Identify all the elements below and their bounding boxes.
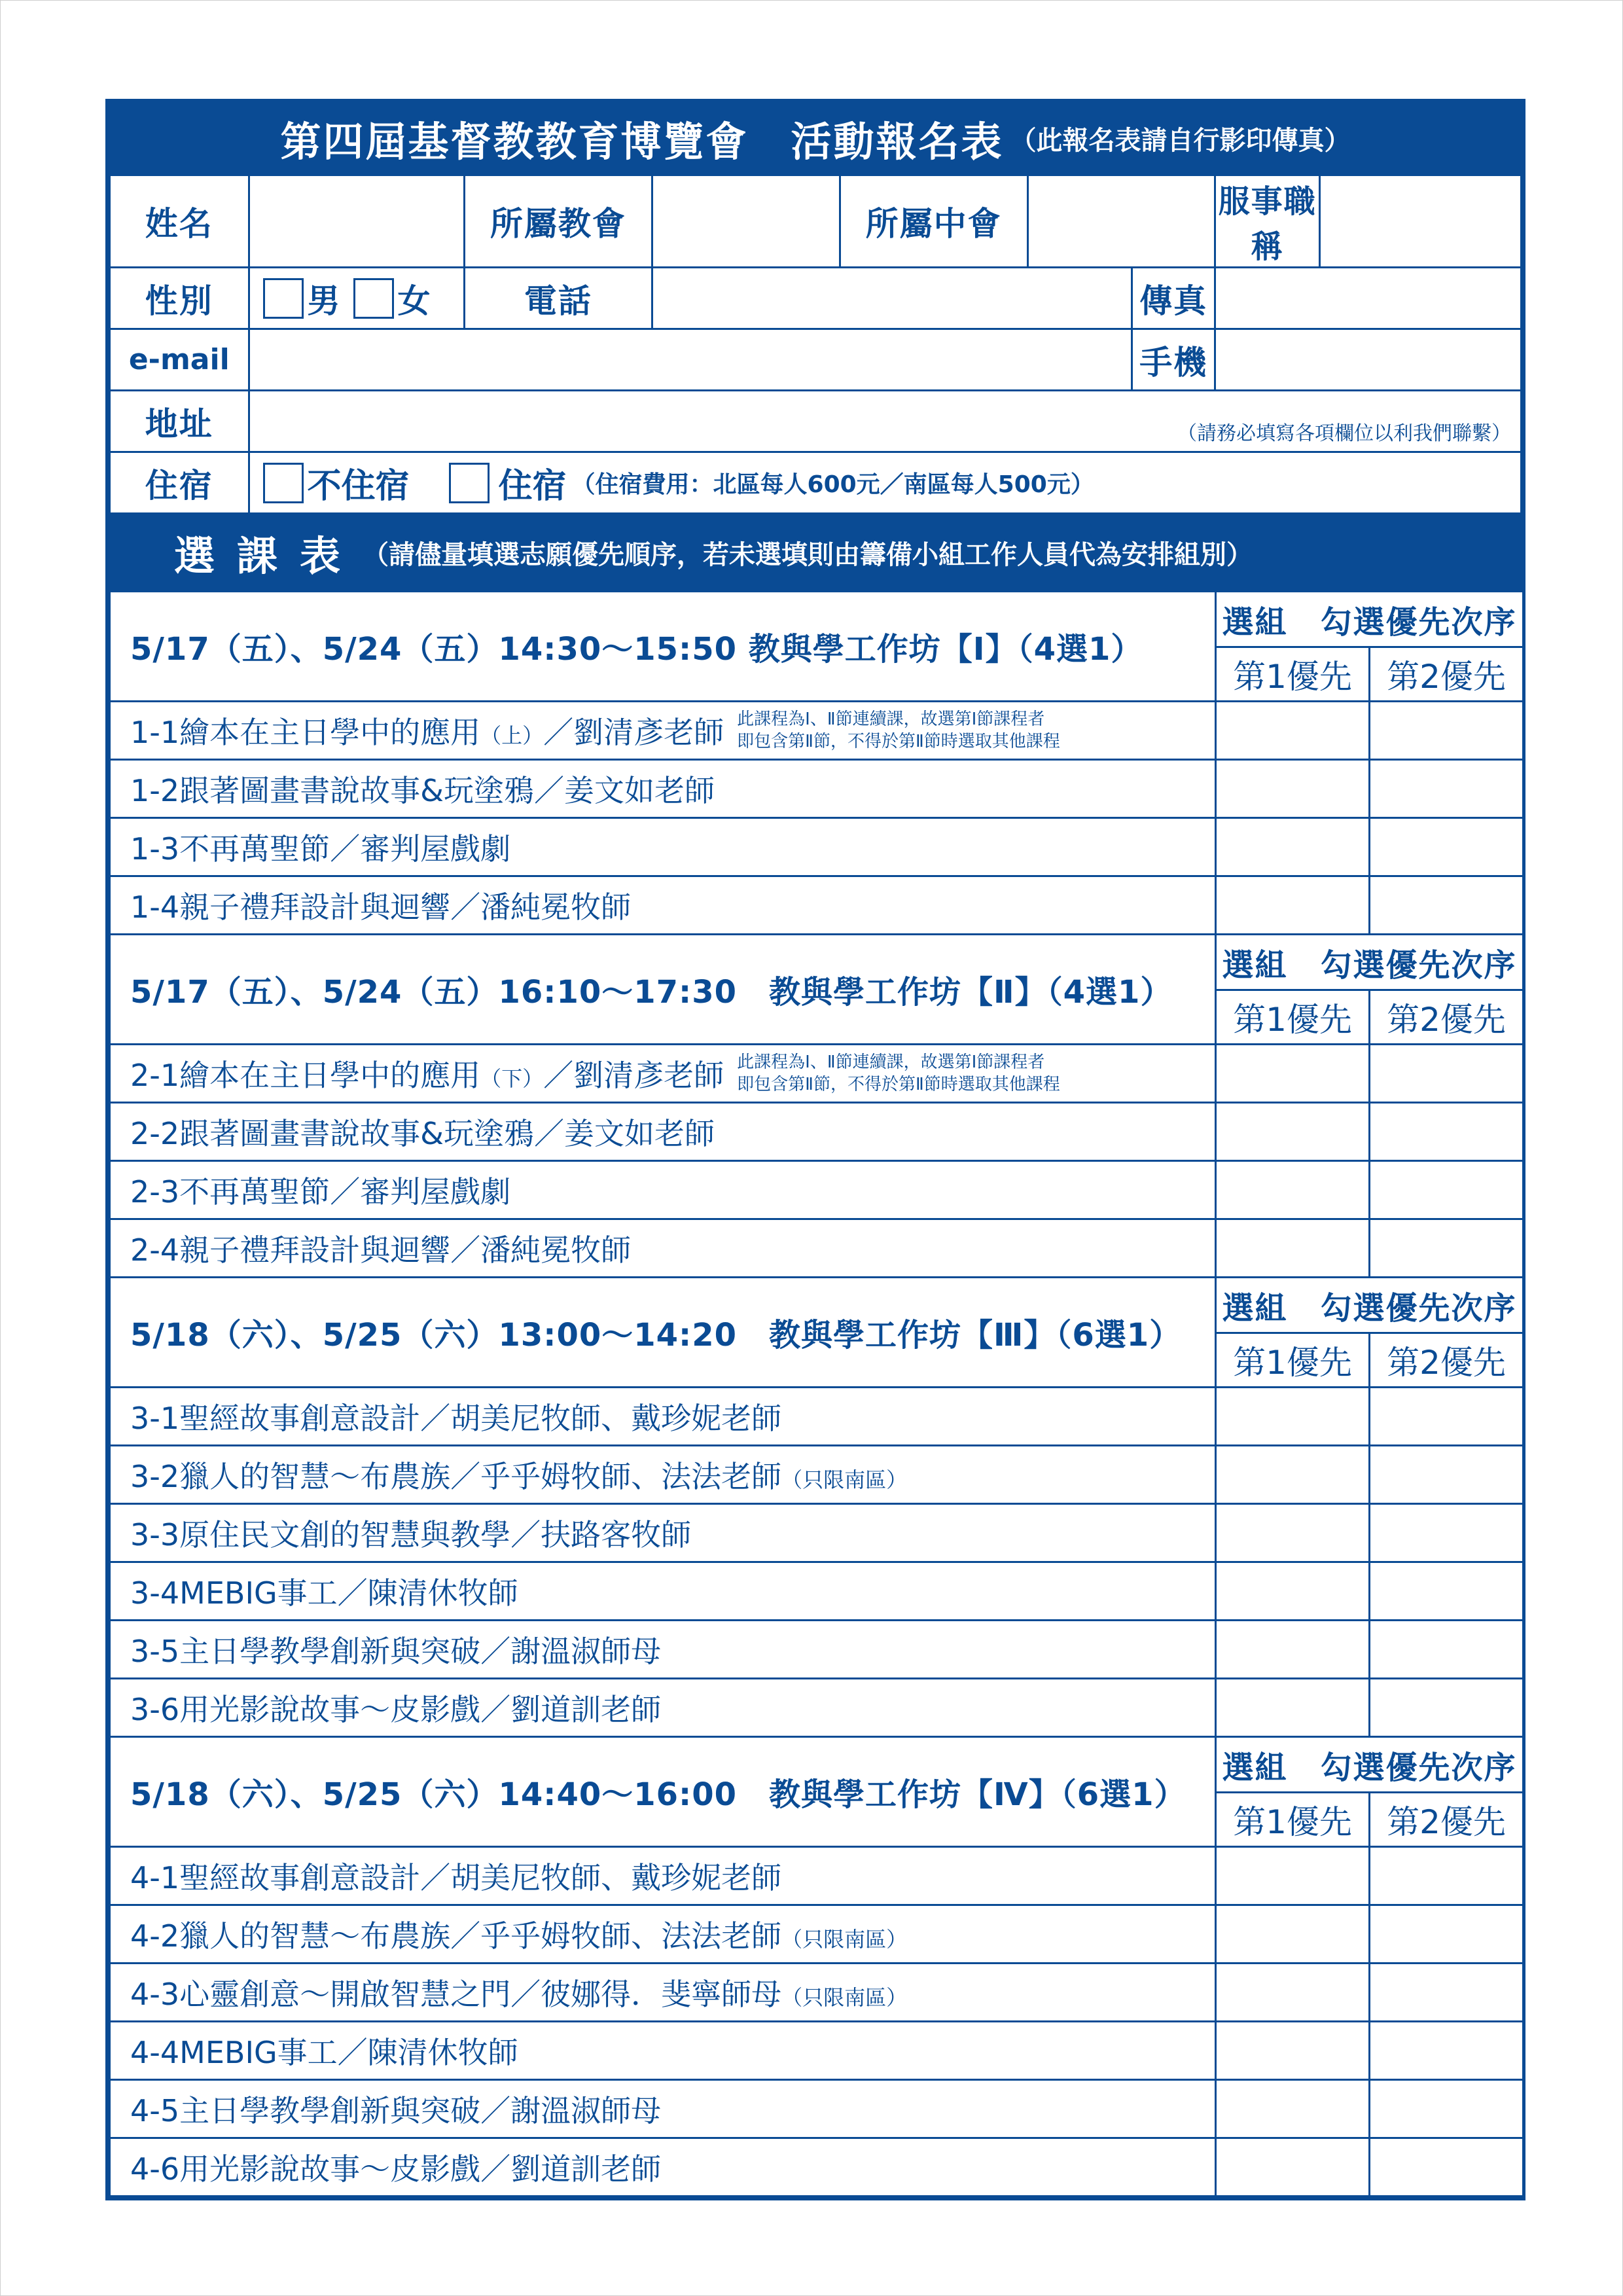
course-title — [130, 1511, 691, 1554]
second-priority-cell[interactable] — [1370, 1562, 1524, 1621]
course-name: 1-4親子禮拜設計與迴響／潘純冕牧師 — [130, 889, 632, 925]
first-priority-cell[interactable] — [1216, 2080, 1370, 2138]
course-row — [110, 1964, 1524, 2022]
second-priority-cell[interactable] — [1370, 1964, 1524, 2022]
first-priority-cell[interactable] — [1216, 1847, 1370, 1905]
fax-label: 傳真 — [1132, 268, 1215, 329]
course-cell — [110, 1103, 1216, 1161]
second-priority-cell[interactable] — [1370, 1446, 1524, 1504]
second-priority-cell[interactable] — [1370, 1847, 1524, 1905]
course-row — [110, 1847, 1524, 1905]
course-row — [110, 2022, 1524, 2080]
email-field[interactable] — [249, 329, 1132, 391]
phone-label: 電話 — [464, 268, 652, 329]
schedule-banner — [109, 514, 1522, 590]
course-qualifier: （只限南區） — [781, 1927, 908, 1952]
male-label: 男 — [307, 281, 340, 320]
course-title — [130, 1854, 781, 1897]
fax-field[interactable] — [1215, 268, 1522, 329]
name-field[interactable] — [249, 175, 464, 268]
first-priority-label: 第1優先 — [1216, 1793, 1370, 1847]
continuous-course-note — [737, 1051, 1060, 1096]
course-title — [130, 825, 510, 869]
course-title — [130, 767, 715, 810]
course-row — [110, 1161, 1524, 1219]
first-priority-cell[interactable] — [1216, 876, 1370, 935]
course-cell — [110, 1045, 1216, 1103]
course-title — [130, 2029, 518, 2072]
course-row — [110, 1103, 1524, 1161]
second-priority-cell[interactable] — [1370, 1504, 1524, 1562]
course-name: 4-4MEBIG事工／陳清休牧師 — [130, 2035, 518, 2070]
course-row — [110, 1446, 1524, 1504]
gender-options — [249, 268, 464, 329]
second-priority-cell[interactable] — [1370, 1045, 1524, 1103]
course-cell — [110, 1621, 1216, 1679]
second-priority-cell[interactable] — [1370, 2022, 1524, 2080]
first-priority-cell[interactable] — [1216, 1504, 1370, 1562]
course-title — [130, 1052, 724, 1095]
session-header-row — [110, 592, 1524, 647]
first-priority-cell[interactable] — [1216, 1388, 1370, 1446]
continuous-note-line1: 此課程為Ⅰ、Ⅱ節連續課，故選第Ⅰ節課程者 — [737, 709, 1045, 729]
second-priority-cell[interactable] — [1370, 1161, 1524, 1219]
course-table — [109, 590, 1524, 2197]
church-field[interactable] — [652, 175, 840, 268]
course-row — [110, 1504, 1524, 1562]
course-cell — [110, 760, 1216, 818]
first-priority-cell[interactable] — [1216, 702, 1370, 760]
course-qualifier: （上） — [480, 723, 544, 748]
course-cell — [110, 1679, 1216, 1737]
lodging-option-label: 住宿 — [498, 467, 567, 506]
course-qualifier: （只限南區） — [781, 1467, 908, 1492]
session-header-row — [110, 1737, 1524, 1793]
course-cell — [110, 1388, 1216, 1446]
first-priority-cell[interactable] — [1216, 2138, 1370, 2197]
session-header-row — [110, 935, 1524, 990]
course-row — [110, 760, 1524, 818]
course-cell — [110, 1964, 1216, 2022]
course-row — [110, 1679, 1524, 1737]
second-priority-label: 第2優先 — [1370, 1793, 1524, 1847]
session-header: 5/18（六）、5/25（六）14:40～16:00 教與學工作坊【Ⅳ】（6選1） — [110, 1737, 1216, 1847]
lodging-fee-note: （住宿費用：北區每人600元／南區每人500元） — [571, 471, 1094, 498]
church-label: 所屬教會 — [464, 175, 652, 268]
second-priority-label: 第2優先 — [1370, 990, 1524, 1045]
second-priority-cell[interactable] — [1370, 702, 1524, 760]
course-name: 3-2獵人的智慧～布農族／乎乎姆牧師、法法老師 — [130, 1459, 782, 1494]
session-header: 5/18（六）、5/25（六）13:00～14:20 教與學工作坊【Ⅲ】（6選1） — [110, 1278, 1216, 1388]
first-priority-cell[interactable] — [1216, 1446, 1370, 1504]
continuous-note-line2: 即包含第Ⅱ節，不得於第Ⅱ節時選取其他課程 — [737, 732, 1060, 751]
second-priority-cell[interactable] — [1370, 760, 1524, 818]
course-row — [110, 1388, 1524, 1446]
first-priority-cell[interactable] — [1216, 1045, 1370, 1103]
continuous-note-line2: 即包含第Ⅱ節，不得於第Ⅱ節時選取其他課程 — [737, 1075, 1060, 1094]
course-cell — [110, 1161, 1216, 1219]
course-cell — [110, 1562, 1216, 1621]
course-row — [110, 1905, 1524, 1964]
priority-group-header: 選組 勾選優先次序 — [1216, 1737, 1524, 1793]
course-title — [130, 1570, 518, 1613]
course-name: 4-5主日學教學創新與突破／謝溫淑師母 — [130, 2093, 662, 2128]
first-priority-cell[interactable] — [1216, 1679, 1370, 1737]
second-priority-cell[interactable] — [1370, 818, 1524, 876]
course-title — [130, 2145, 661, 2189]
course-name: 4-3心靈創意～開啟智慧之門／彼娜得．斐寧師母 — [130, 1977, 782, 2012]
lodging-options — [249, 452, 1522, 514]
schedule-note: （請儘量填選志願優先順序，若未選填則由籌備小組工作人員代為安排組別） — [363, 539, 1253, 570]
second-priority-cell[interactable] — [1370, 2080, 1524, 2138]
course-name: 1-2跟著圖畫書說故事&玩塗鴉／姜文如老師 — [130, 773, 715, 808]
course-title — [130, 1227, 631, 1270]
course-title — [130, 1971, 907, 2014]
course-cell — [110, 1847, 1216, 1905]
continuous-course-note — [737, 708, 1060, 753]
course-title — [130, 1110, 715, 1153]
course-cell — [110, 2080, 1216, 2138]
course-title — [130, 1686, 661, 1729]
course-cell — [110, 1446, 1216, 1504]
course-qualifier: （下） — [480, 1066, 544, 1091]
first-priority-label: 第1優先 — [1216, 1333, 1370, 1388]
form-title-note: （此報名表請自行影印傳真） — [1010, 125, 1351, 156]
second-priority-label: 第2優先 — [1370, 1333, 1524, 1388]
priority-group-header: 選組 勾選優先次序 — [1216, 935, 1524, 990]
association-label: 所屬中會 — [840, 175, 1027, 268]
priority-group-header: 選組 勾選優先次序 — [1216, 1278, 1524, 1333]
lodging-checkbox[interactable] — [449, 463, 490, 503]
course-name: 3-4MEBIG事工／陳清休牧師 — [130, 1575, 518, 1611]
first-priority-cell[interactable] — [1216, 1562, 1370, 1621]
ministry-title-label: 服事職稱 — [1215, 175, 1319, 268]
course-name: 4-6用光影說故事～皮影戲／劉道訓老師 — [130, 2151, 662, 2187]
first-priority-cell[interactable] — [1216, 1905, 1370, 1964]
course-row — [110, 702, 1524, 760]
first-priority-label: 第1優先 — [1216, 647, 1370, 702]
first-priority-cell[interactable] — [1216, 1219, 1370, 1278]
course-title — [130, 1628, 661, 1671]
course-title — [130, 1453, 907, 1496]
course-name: 2-4親子禮拜設計與迴響／潘純冕牧師 — [130, 1232, 632, 1268]
session-header: 5/17（五）、5/24（五）16:10～17:30 教與學工作坊【Ⅱ】（4選1） — [110, 935, 1216, 1045]
gender-label: 性別 — [110, 268, 249, 329]
course-teacher: ／劉清彥老師 — [543, 715, 724, 750]
name-label: 姓名 — [110, 175, 249, 268]
first-priority-label: 第1優先 — [1216, 990, 1370, 1045]
mobile-field[interactable] — [1215, 329, 1522, 391]
association-field[interactable] — [1027, 175, 1215, 268]
course-title — [130, 1395, 781, 1438]
course-row — [110, 2080, 1524, 2138]
course-row — [110, 818, 1524, 876]
schedule-title: 選課表 — [174, 531, 363, 580]
course-cell — [110, 702, 1216, 760]
course-qualifier: （只限南區） — [781, 1985, 908, 2010]
course-cell — [110, 1219, 1216, 1278]
course-cell — [110, 1504, 1216, 1562]
form-title: 第四屆基督教教育博覽會 活動報名表 — [280, 117, 1004, 166]
course-cell — [110, 1905, 1216, 1964]
female-checkbox[interactable] — [353, 278, 394, 319]
form-title-banner — [109, 102, 1522, 174]
second-priority-cell[interactable] — [1370, 2138, 1524, 2197]
registration-form — [105, 99, 1525, 2200]
course-row — [110, 876, 1524, 935]
course-row — [110, 1621, 1524, 1679]
second-priority-cell[interactable] — [1370, 1388, 1524, 1446]
first-priority-cell[interactable] — [1216, 818, 1370, 876]
course-title — [130, 1168, 510, 1211]
second-priority-cell[interactable] — [1370, 1679, 1524, 1737]
mobile-label: 手機 — [1132, 329, 1215, 391]
address-label: 地址 — [110, 391, 249, 452]
course-name: 3-6用光影說故事～皮影戲／劉道訓老師 — [130, 1692, 662, 1727]
personal-info-table — [109, 174, 1522, 514]
course-teacher: ／劉清彥老師 — [543, 1058, 724, 1093]
address-field[interactable] — [249, 391, 1522, 452]
course-name: 3-3原住民文創的智慧與教學／扶路客牧師 — [130, 1517, 692, 1552]
course-title — [130, 884, 631, 927]
course-title — [130, 709, 724, 752]
session-header-row — [110, 1278, 1524, 1333]
ministry-title-field[interactable] — [1319, 175, 1521, 268]
course-row — [110, 1562, 1524, 1621]
priority-group-header: 選組 勾選優先次序 — [1216, 592, 1524, 647]
first-priority-cell[interactable] — [1216, 1964, 1370, 2022]
course-cell — [110, 2022, 1216, 2080]
continuous-note-line1: 此課程為Ⅰ、Ⅱ節連續課，故選第Ⅰ節課程者 — [737, 1052, 1045, 1072]
course-name: 3-1聖經故事創意設計／胡美尼牧師、戴珍妮老師 — [130, 1401, 782, 1436]
course-cell — [110, 818, 1216, 876]
second-priority-cell[interactable] — [1370, 876, 1524, 935]
phone-field[interactable] — [652, 268, 1132, 329]
first-priority-cell[interactable] — [1216, 2022, 1370, 2080]
course-row — [110, 1219, 1524, 1278]
first-priority-cell[interactable] — [1216, 760, 1370, 818]
no-lodging-checkbox[interactable] — [263, 463, 304, 503]
address-note: （請務必填寫各項欄位以利我們聯繫） — [1177, 422, 1511, 445]
lodging-label: 住宿 — [110, 452, 249, 514]
female-label: 女 — [397, 281, 431, 320]
course-name: 2-3不再萬聖節／審判屋戲劇 — [130, 1174, 511, 1210]
course-cell — [110, 2138, 1216, 2197]
course-name: 1-3不再萬聖節／審判屋戲劇 — [130, 831, 511, 867]
male-checkbox[interactable] — [263, 278, 304, 319]
course-title — [130, 1912, 907, 1956]
course-name: 1-1繪本在主日學中的應用 — [130, 715, 481, 750]
second-priority-label: 第2優先 — [1370, 647, 1524, 702]
course-title — [130, 2087, 661, 2130]
course-name: 4-2獵人的智慧～布農族／乎乎姆牧師、法法老師 — [130, 1918, 782, 1954]
second-priority-cell[interactable] — [1370, 1219, 1524, 1278]
course-name: 2-2跟著圖畫書說故事&玩塗鴉／姜文如老師 — [130, 1116, 715, 1151]
course-name: 3-5主日學教學創新與突破／謝溫淑師母 — [130, 1634, 662, 1669]
session-header: 5/17（五）、5/24（五）14:30～15:50 教與學工作坊【Ⅰ】（4選1） — [110, 592, 1216, 702]
email-label: e-mail — [110, 329, 249, 391]
no-lodging-label: 不住宿 — [307, 467, 410, 506]
course-name: 4-1聖經故事創意設計／胡美尼牧師、戴珍妮老師 — [130, 1860, 782, 1895]
course-row — [110, 2138, 1524, 2197]
course-row — [110, 1045, 1524, 1103]
first-priority-cell[interactable] — [1216, 1103, 1370, 1161]
first-priority-cell[interactable] — [1216, 1621, 1370, 1679]
second-priority-cell[interactable] — [1370, 1905, 1524, 1964]
first-priority-cell[interactable] — [1216, 1161, 1370, 1219]
second-priority-cell[interactable] — [1370, 1621, 1524, 1679]
second-priority-cell[interactable] — [1370, 1103, 1524, 1161]
course-name: 2-1繪本在主日學中的應用 — [130, 1058, 481, 1093]
course-cell — [110, 876, 1216, 935]
